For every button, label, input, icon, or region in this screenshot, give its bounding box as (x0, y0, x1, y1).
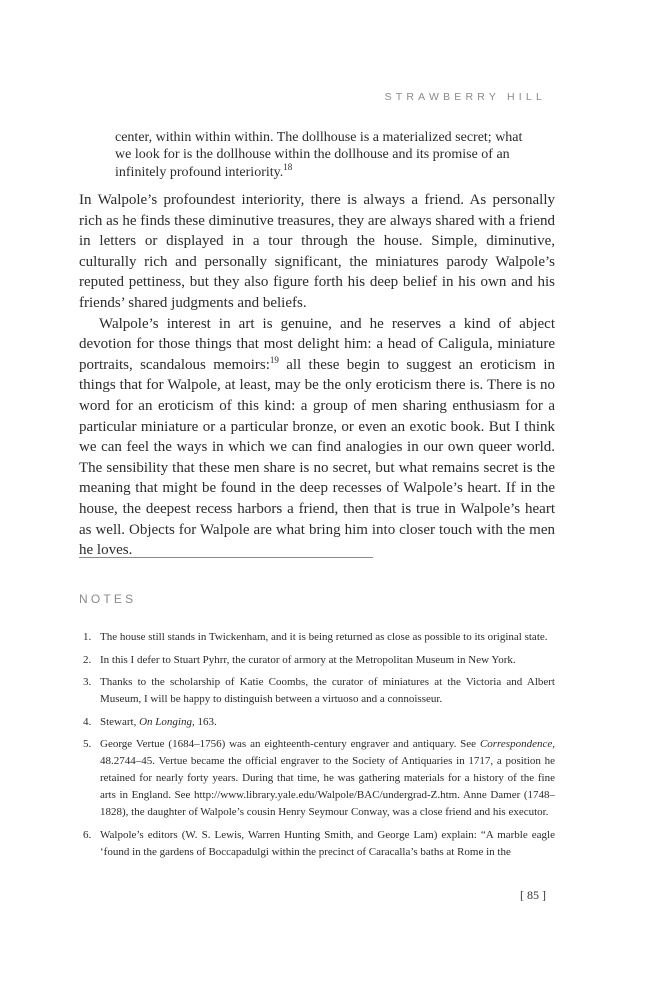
note-text: Walpole’s editors (W. S. Lewis, Warren Hunting Smith, and George Lam) explain: “A marble eagle ‘found in the gardens of Boccapadulgi within the precinct of Caracalla’s baths at Rome in the (100, 828, 555, 858)
note-number: 1. (83, 631, 92, 643)
note-item (83, 629, 555, 646)
note-item (83, 674, 555, 708)
note-text-start: Stewart, (100, 715, 140, 728)
paragraph-1: In Walpole’s profoundest interiority, there is always a friend. As personally rich as he finds these diminutive treasures, they are always shared with a friend in letters or displayed in a tour through the house. Simple, diminutive, culturally rich and personally significant, the miniatures parody Walpole’s reputed pettiness, but they also figure forth his deep belief in his own and his friends’ shared judgments and beliefs. (79, 192, 555, 311)
note-text: The house still stands in Twickenham, and it is being returned as close as possible to its original state. (100, 631, 548, 643)
note-text-end: 48.2744–45. Vertue became the official engraver to the Society of Antiquaries in 1717, a position he retained for nearly forty years. During that time, he was gathering materials for a history of the fine arts in England. See http://www.library.yale.edu/Walpole/BAC/undergrad-Z.htm. Anne Damer (1748–1828), the daughter of Walpole’s cousin Henry Seymour Conway, was a close friend and his executor. (100, 755, 555, 818)
block-quote (115, 129, 535, 181)
paragraph-2 (79, 314, 555, 561)
notes-heading: NOTES (79, 592, 137, 606)
page-number: [ 85 ] (520, 888, 546, 902)
book-title: Correspondence, (479, 738, 555, 750)
note-number: 2. (83, 653, 92, 666)
note-item (83, 714, 555, 731)
notes-divider (79, 557, 373, 558)
book-title: On Longing, (139, 715, 195, 728)
paragraph-2-rest: all these begin to suggest an eroticism in things that for Walpole, at least, may be the only eroticism there is. There is no word for an eroticism of this kind: a group of men sharing enthusiasm for a particular miniature or a particular bronze, or even an exotic book. But I think we can feel the ways in which we can find analogies in our own queer world. The sensibility that these men share is no secret, but what remains secret is the meaning that might be found in the deep recesses of Walpole’s heart. If in the house, the deepest recess harbors a friend, then that is true in Walpole’s heart as well. Objects for Walpole are what bring him into closer touch with the men he loves. (79, 356, 556, 559)
note-item (83, 736, 555, 821)
note-text: Thanks to the scholarship of Katie Coombs, the curator of miniatures at the Victoria and Albert Museum, I will be happy to distinguish between a virtuoso and a connoisseur. (100, 676, 555, 705)
note-number: 6. (83, 828, 92, 841)
note-item (83, 652, 555, 669)
running-head: STRAWBERRY HILL (384, 91, 546, 103)
note-number: 4. (83, 715, 92, 728)
notes-list (83, 629, 555, 866)
note-text: In this I defer to Stuart Pyhrr, the curator of armory at the Metropolitan Museum in New York. (100, 653, 516, 666)
body-text (79, 190, 555, 561)
note-text-start: George Vertue (1684–1756) was an eighteenth-century engraver and antiquary. See (100, 738, 480, 750)
block-quote-text: center, within within within. The dollhouse is a materialized secret; what we look for is the dollhouse within the dollhouse and its promise of an infinitely profound interiority. (115, 130, 523, 180)
note-number: 5. (83, 738, 92, 750)
note-item (83, 827, 555, 861)
paragraph-2-start: Walpole’s interest in art is genuine, and he reserves a kind of abject devotion for those things that most delight him: a head of Caligula, miniature portraits, scandalous memoirs: (79, 315, 555, 373)
note-number: 3. (83, 676, 92, 688)
footnote-ref-19[interactable]: 19 (269, 354, 279, 365)
note-text-end: 163. (194, 715, 217, 728)
footnote-ref-18[interactable]: 18 (283, 161, 293, 172)
